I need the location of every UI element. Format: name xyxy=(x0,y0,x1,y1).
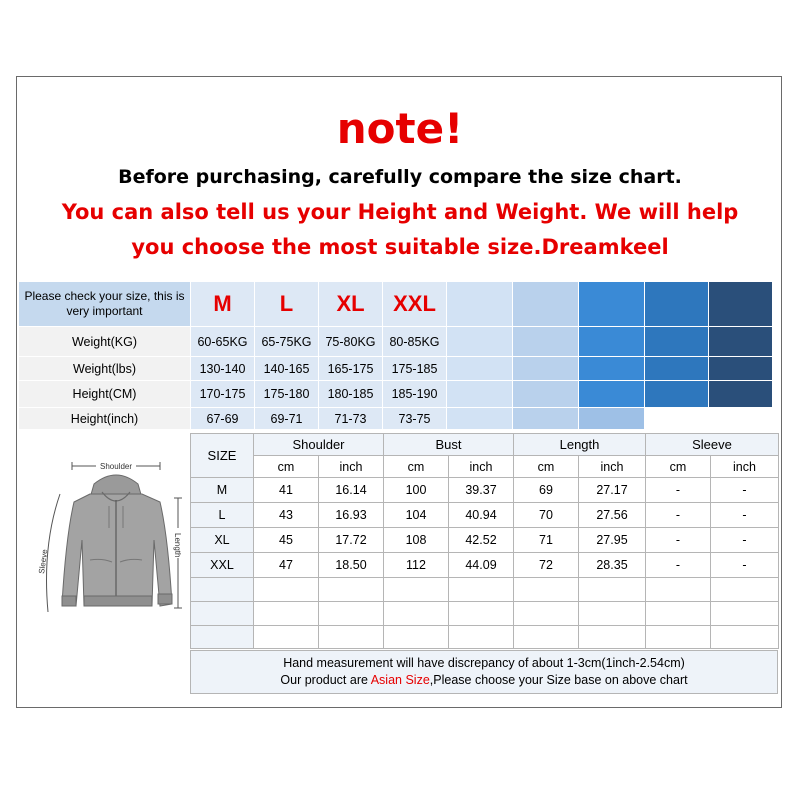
empty-cell xyxy=(514,626,579,649)
empty-cell xyxy=(449,626,514,649)
decor-cell xyxy=(447,327,513,357)
empty-cell xyxy=(384,626,449,649)
size-header-xxl: XXL xyxy=(383,282,447,327)
table-cell: 43 xyxy=(254,503,319,528)
size-label: XL xyxy=(191,528,254,553)
decor-cell xyxy=(447,282,513,327)
table-cell: 71 xyxy=(514,528,579,553)
table-cell: 16.93 xyxy=(319,503,384,528)
note-line-compare: Before purchasing, carefully compare the size chart. xyxy=(118,166,682,188)
table-cell: 65-75KG xyxy=(255,327,319,357)
size-label: L xyxy=(191,503,254,528)
decor-cell xyxy=(579,357,645,381)
table-cell: 170-175 xyxy=(191,381,255,408)
empty-cell xyxy=(319,602,384,626)
decor-cell xyxy=(447,381,513,408)
row-label-weight-lbs: Weight(lbs) xyxy=(19,357,191,381)
decor-cell xyxy=(513,282,579,327)
table-cell: 75-80KG xyxy=(319,327,383,357)
table-cell: 100 xyxy=(384,478,449,503)
empty-cell xyxy=(384,602,449,626)
table-cell: 130-140 xyxy=(191,357,255,381)
unit-header: cm xyxy=(514,456,579,478)
table-cell: 45 xyxy=(254,528,319,553)
hoodie-illustration xyxy=(20,436,190,648)
decor-cell xyxy=(579,381,645,408)
table-cell: 104 xyxy=(384,503,449,528)
table-cell: 112 xyxy=(384,553,449,578)
table-cell: - xyxy=(646,528,711,553)
table-cell: 60-65KG xyxy=(191,327,255,357)
unit-header: inch xyxy=(579,456,646,478)
empty-cell xyxy=(191,626,254,649)
decor-cell xyxy=(645,327,709,357)
decor-cell xyxy=(513,381,579,408)
empty-cell xyxy=(319,578,384,602)
group-header-sleeve: Sleeve xyxy=(646,434,779,456)
unit-header: inch xyxy=(449,456,514,478)
table-cell: 69-71 xyxy=(255,408,319,430)
table-cell: 70 xyxy=(514,503,579,528)
decor-cell xyxy=(709,357,773,381)
empty-cell xyxy=(514,578,579,602)
size-label: M xyxy=(191,478,254,503)
table-cell: 42.52 xyxy=(449,528,514,553)
decor-cell xyxy=(513,357,579,381)
empty-cell xyxy=(711,602,779,626)
table-cell: - xyxy=(711,503,779,528)
size-header-xl: XL xyxy=(319,282,383,327)
table-cell: 140-165 xyxy=(255,357,319,381)
row-label-height-cm: Height(CM) xyxy=(19,381,191,408)
diagram-length-label: Length xyxy=(173,533,182,558)
decor-cell xyxy=(645,408,709,430)
asian-size-note-post: ,Please choose your Size base on above chart xyxy=(429,673,688,687)
asian-size-note xyxy=(191,673,777,687)
table-cell: 27.17 xyxy=(579,478,646,503)
table-cell: 71-73 xyxy=(319,408,383,430)
table-cell: 73-75 xyxy=(383,408,447,430)
table-cell: 165-175 xyxy=(319,357,383,381)
decor-cell xyxy=(709,282,773,327)
row-label-weight-kg: Weight(KG) xyxy=(19,327,191,357)
measurement-note xyxy=(190,650,778,694)
table-cell: 180-185 xyxy=(319,381,383,408)
table-cell: 47 xyxy=(254,553,319,578)
empty-cell xyxy=(711,626,779,649)
decor-cell xyxy=(645,381,709,408)
decor-cell xyxy=(579,282,645,327)
table-cell: - xyxy=(646,553,711,578)
empty-cell xyxy=(579,626,646,649)
table-cell: 72 xyxy=(514,553,579,578)
empty-cell xyxy=(646,626,711,649)
decor-cell xyxy=(579,408,645,430)
table-cell: 28.35 xyxy=(579,553,646,578)
empty-cell xyxy=(384,578,449,602)
unit-header: cm xyxy=(646,456,711,478)
note-line-help-1: You can also tell us your Height and Weight. We will help xyxy=(61,200,739,224)
empty-cell xyxy=(191,602,254,626)
table-cell: 44.09 xyxy=(449,553,514,578)
table-cell: 27.95 xyxy=(579,528,646,553)
table-cell: 108 xyxy=(384,528,449,553)
size-column-header: SIZE xyxy=(191,434,254,478)
decor-cell xyxy=(645,282,709,327)
decor-cell xyxy=(447,357,513,381)
unit-header: inch xyxy=(319,456,384,478)
decor-cell xyxy=(645,357,709,381)
table-cell: - xyxy=(711,528,779,553)
empty-cell xyxy=(449,602,514,626)
group-header-bust: Bust xyxy=(384,434,514,456)
row-label-height-inch: Height(inch) xyxy=(19,408,191,430)
group-header-shoulder: Shoulder xyxy=(254,434,384,456)
empty-cell xyxy=(319,626,384,649)
decor-cell xyxy=(709,381,773,408)
table-cell: - xyxy=(711,478,779,503)
table-cell: 39.37 xyxy=(449,478,514,503)
empty-cell xyxy=(191,578,254,602)
empty-cell xyxy=(254,626,319,649)
group-header-length: Length xyxy=(514,434,646,456)
table-cell: 67-69 xyxy=(191,408,255,430)
empty-cell xyxy=(646,602,711,626)
table-cell: 175-180 xyxy=(255,381,319,408)
table-cell: 175-185 xyxy=(383,357,447,381)
note-line-help-2: you choose the most suitable size.Dreamkeel xyxy=(131,235,669,259)
unit-header: inch xyxy=(711,456,779,478)
empty-cell xyxy=(711,578,779,602)
size-table-corner: Please check your size, this is very important xyxy=(19,282,191,327)
empty-cell xyxy=(646,578,711,602)
size-label: XXL xyxy=(191,553,254,578)
decor-cell xyxy=(709,408,773,430)
unit-header: cm xyxy=(254,456,319,478)
empty-cell xyxy=(449,578,514,602)
hoodie-icon xyxy=(62,475,172,606)
empty-cell xyxy=(579,578,646,602)
table-cell: 41 xyxy=(254,478,319,503)
table-cell: 80-85KG xyxy=(383,327,447,357)
hoodie-diagram xyxy=(20,436,190,648)
decor-cell xyxy=(579,327,645,357)
table-cell: 17.72 xyxy=(319,528,384,553)
decor-cell xyxy=(709,327,773,357)
size-header-l: L xyxy=(255,282,319,327)
size-recommendation-table xyxy=(18,281,773,430)
decor-cell xyxy=(513,408,579,430)
asian-size-highlight: Asian Size xyxy=(370,673,430,687)
measurement-table xyxy=(190,433,779,649)
discrepancy-note: Hand measurement will have discrepancy of about 1-3cm(1inch-2.54cm) xyxy=(283,656,685,670)
table-cell: 69 xyxy=(514,478,579,503)
table-cell: 40.94 xyxy=(449,503,514,528)
empty-cell xyxy=(254,602,319,626)
decor-cell xyxy=(447,408,513,430)
table-cell: 18.50 xyxy=(319,553,384,578)
table-cell: 16.14 xyxy=(319,478,384,503)
table-cell: - xyxy=(646,478,711,503)
diagram-shoulder-label: Shoulder xyxy=(99,462,133,471)
table-cell: 185-190 xyxy=(383,381,447,408)
size-header-m: M xyxy=(191,282,255,327)
table-cell: - xyxy=(711,553,779,578)
asian-size-note-pre: Our product are xyxy=(280,673,371,687)
decor-cell xyxy=(513,327,579,357)
empty-cell xyxy=(514,602,579,626)
empty-cell xyxy=(254,578,319,602)
diagram-sleeve-label: Sleeve xyxy=(37,548,50,575)
unit-header: cm xyxy=(384,456,449,478)
table-cell: - xyxy=(646,503,711,528)
table-cell: 27.56 xyxy=(579,503,646,528)
empty-cell xyxy=(579,602,646,626)
note-title: note! xyxy=(336,104,464,153)
